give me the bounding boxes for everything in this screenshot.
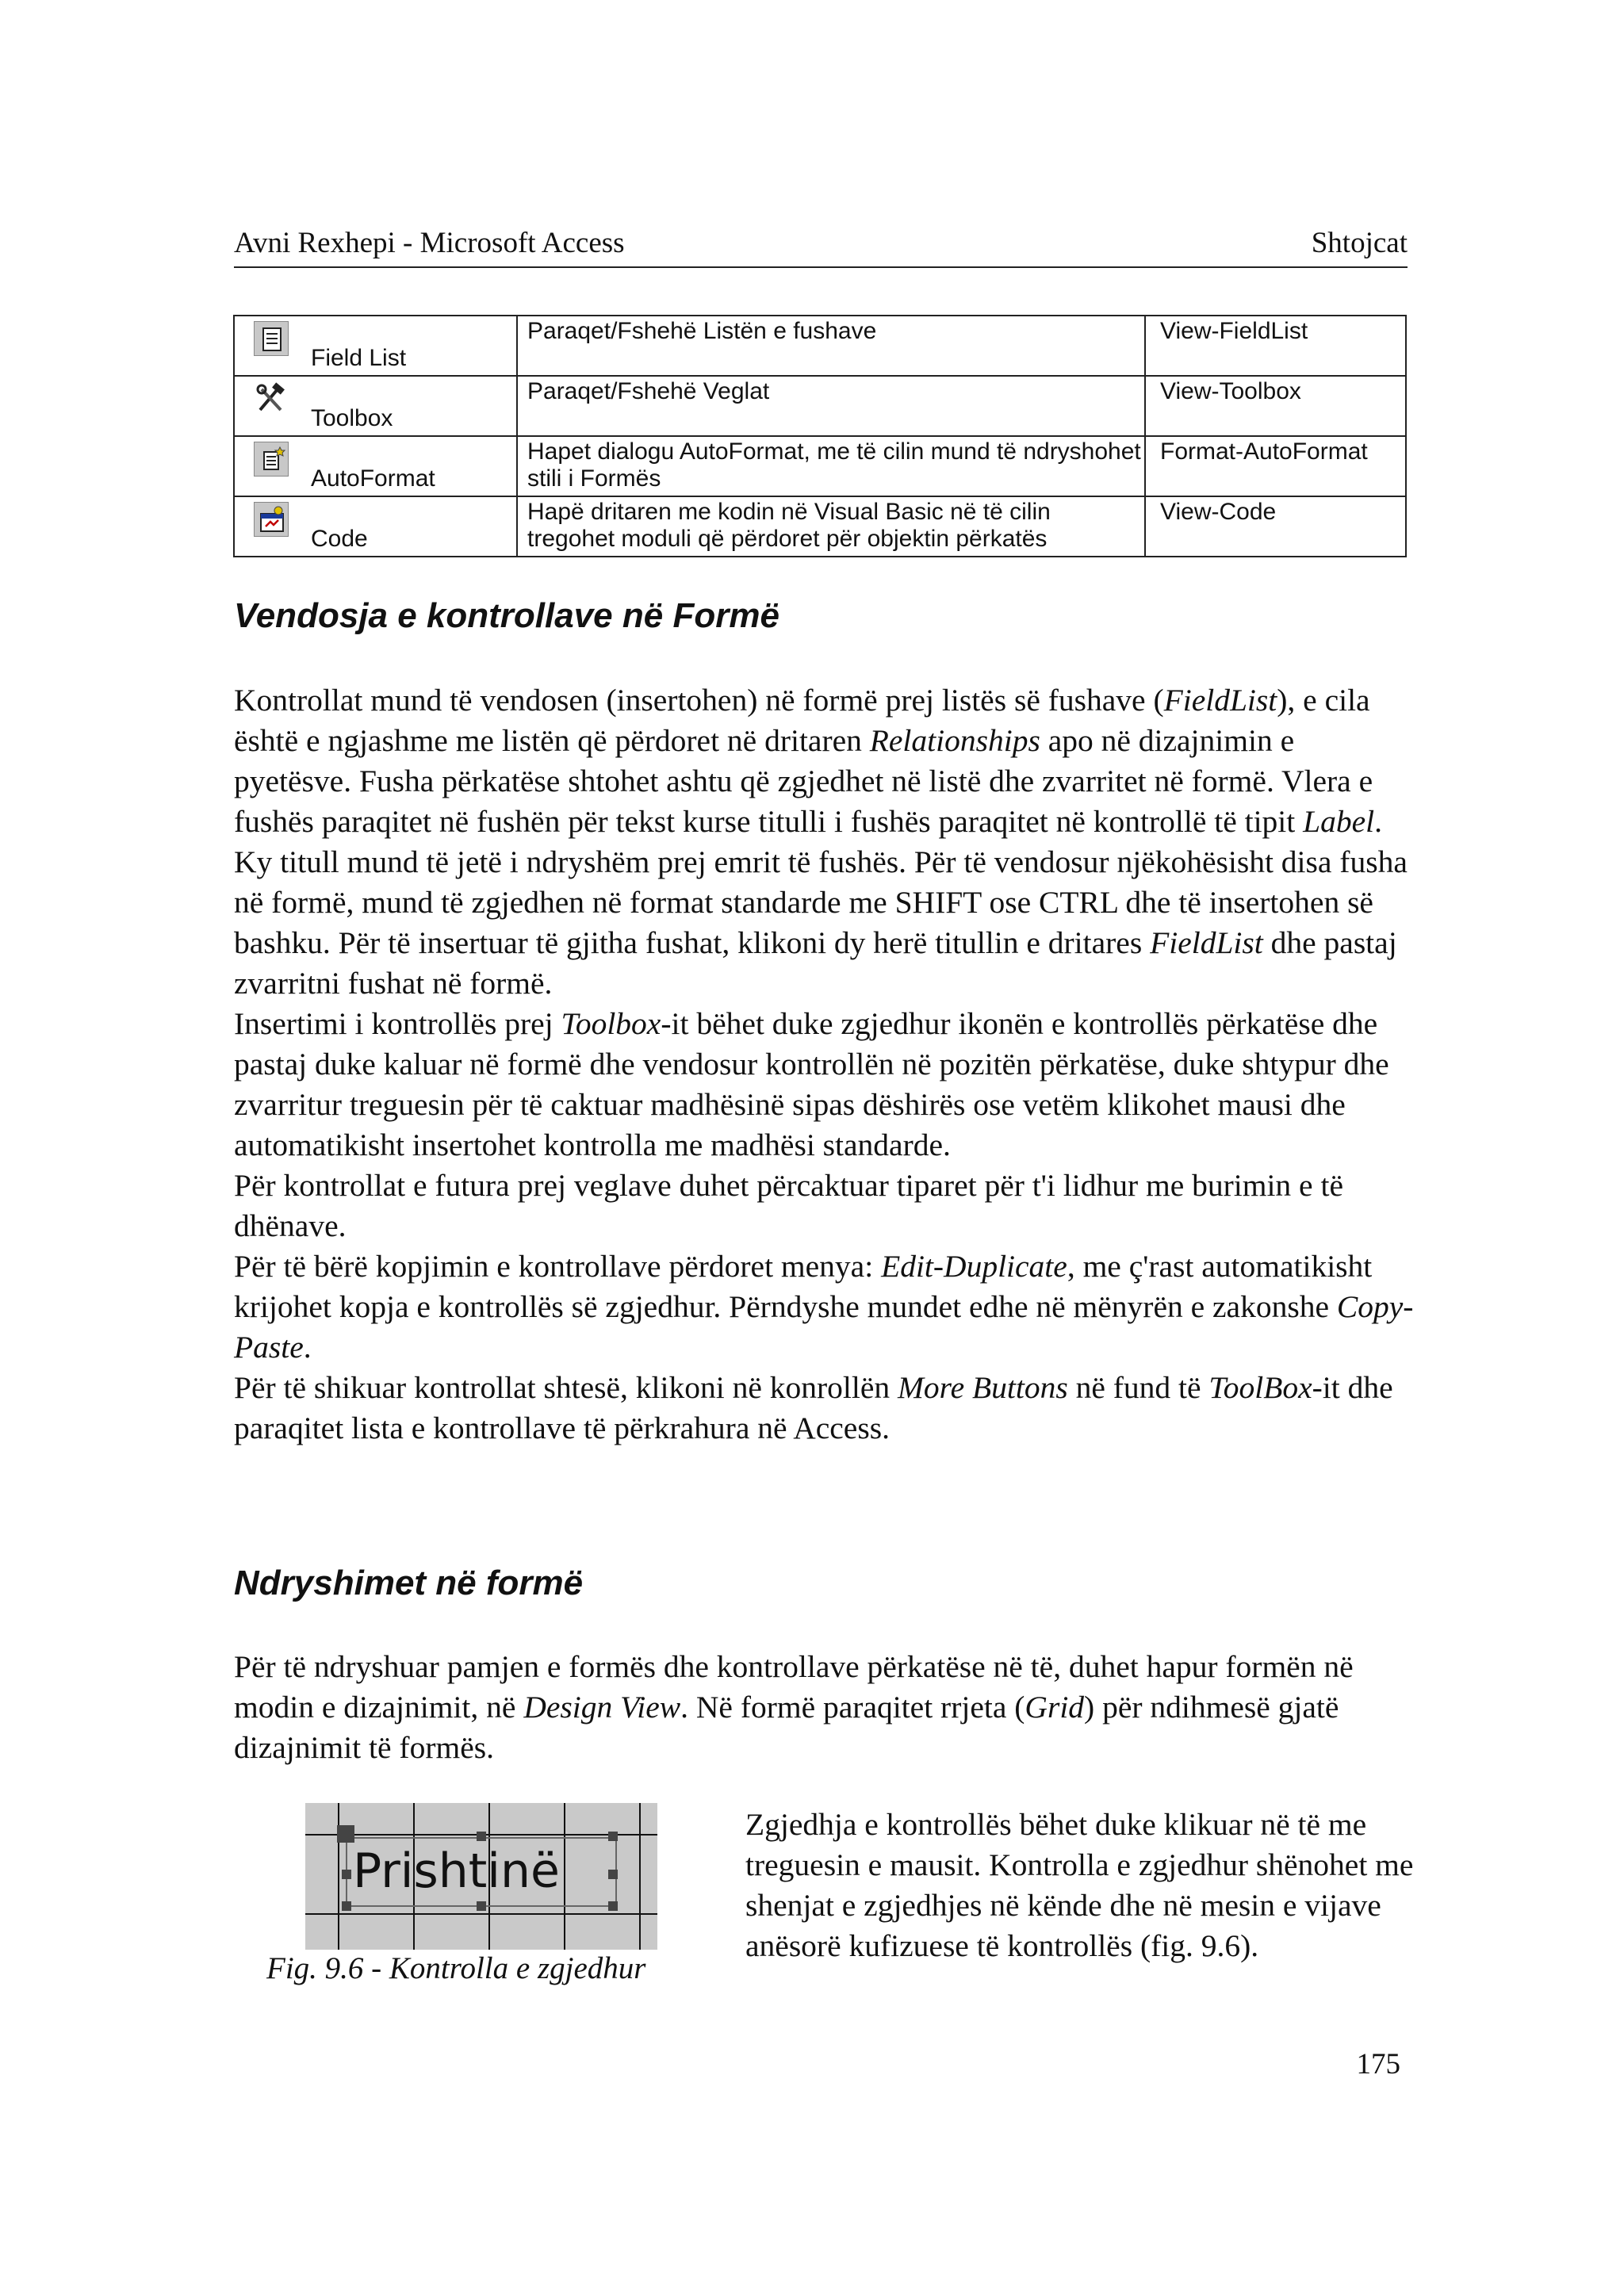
section-heading: Vendosja e kontrollave në Formë	[234, 596, 779, 635]
header-title: Avni Rexhepi - Microsoft Access	[234, 227, 625, 259]
paragraph: Për të shikuar kontrollat shtesë, klikoni në konrollën More Buttons në fund të ToolBox-it dhe paraqitet lista e kontrollave të përkrahura në Access.	[234, 1370, 1393, 1445]
paragraph: Për të bërë kopjimin e kontrollave përdoret menya: Edit-Duplicate, me ç'rast automatikisht krijohet kopja e kontrollës së zgjedhur. Përndyshe mundet edhe në mënyrën e zakonshe Copy-Paste.	[234, 1249, 1414, 1365]
page-number: 175	[1356, 2048, 1400, 2081]
field-list-icon	[254, 321, 289, 356]
command-description: Hapë dritaren me kodin në Visual Basic në të cilin tregohet moduli që përdoret për objektin përkatës	[517, 496, 1145, 557]
command-menu: View-Code	[1145, 496, 1406, 557]
section2-body	[234, 1647, 1415, 1768]
figure-caption: Fig. 9.6 - Kontrolla e zgjedhur	[266, 1951, 646, 1985]
command-name: Code	[311, 526, 368, 552]
code-icon	[254, 502, 289, 537]
autoformat-icon	[254, 442, 289, 477]
paragraph: Kontrollat mund të vendosen (insertohen) në formë prej listës së fushave (FieldList), e cila është e ngjashme me listën që përdoret në dritaren Relationships apo në dizajnimin e pyetësve. Fusha përkatëse shtohet ashtu që zgjedhet në listë dhe zvarritet në formë. Vlera e fushës paraqitet në fushën për tekst kurse titulli i fushës paraqitet në kontrollë të tipit Label. Ky titull mund të jetë i ndryshëm prej emrit të fushës. Për të vendosur njëkohësisht disa fusha në formë, mund të zgjedhen në format standarde me SHIFT ose CTRL dhe të insertohen së bashku. Për të insertuar të gjitha fushat, klikoni dy herë titullin e dritares FieldList dhe pastaj zvarritni fushat në formë.	[234, 683, 1408, 1001]
section-heading: Ndryshimet në formë	[234, 1564, 584, 1602]
section1-body	[234, 680, 1415, 1449]
paragraph: Për kontrollat e futura prej veglave duhet përcaktuar tiparet për t'i lidhur me burimin e të dhënave.	[234, 1168, 1343, 1243]
command-menu: Format-AutoFormat	[1145, 436, 1406, 496]
command-description: Paraqet/Fshehë Listën e fushave	[517, 316, 1145, 376]
page-header	[234, 222, 1408, 268]
figure-selected-control	[305, 1803, 657, 1950]
toolbox-icon	[254, 381, 289, 416]
command-description: Hapet dialogu AutoFormat, me të cilin mund të ndryshohet stili i Formës	[517, 436, 1145, 496]
command-menu: View-Toolbox	[1145, 376, 1406, 436]
paragraph: Për të ndryshuar pamjen e formës dhe kontrollave përkatëse në të, duhet hapur formën në modin e dizajnimit, në Design View. Në formë paraqitet rrjeta (Grid) për ndihmesë gjatë dizajnimit të formës.	[234, 1649, 1354, 1765]
paragraph: Insertimi i kontrollës prej Toolbox-it bëhet duke zgjedhur ikonën e kontrollës përkatëse dhe pastaj duke kaluar në formë dhe vendosur kontrollën në pozitën përkatëse, duke shtypur dhe zvarritur treguesin për të caktuar madhësinë sipas dëshirës ose vetëm klikohet mausi dhe automatikisht insertohet kontrolla me madhësi standarde.	[234, 1006, 1389, 1162]
control-text: Prishtinë	[353, 1843, 560, 1899]
table-row	[234, 436, 1406, 496]
command-description: Paraqet/Fshehë Veglat	[517, 376, 1145, 436]
command-menu: View-FieldList	[1145, 316, 1406, 376]
table-row	[234, 316, 1406, 376]
command-table	[233, 315, 1407, 557]
header-chapter: Shtojcat	[1311, 227, 1408, 259]
side-paragraph: Zgjedhja e kontrollës bëhet duke klikuar në të me treguesin e mausit. Kontrolla e zgjedhur shënohet me shenjat e zgjedhjes në kënde dhe në mesin e vijave anësorë kufizuese të kontrollës (fig. 9.6).	[745, 1807, 1414, 1963]
command-name: Field List	[311, 345, 407, 371]
table-row	[234, 496, 1406, 557]
command-name: Toolbox	[311, 405, 393, 431]
table-row	[234, 376, 1406, 436]
command-name: AutoFormat	[311, 465, 435, 492]
